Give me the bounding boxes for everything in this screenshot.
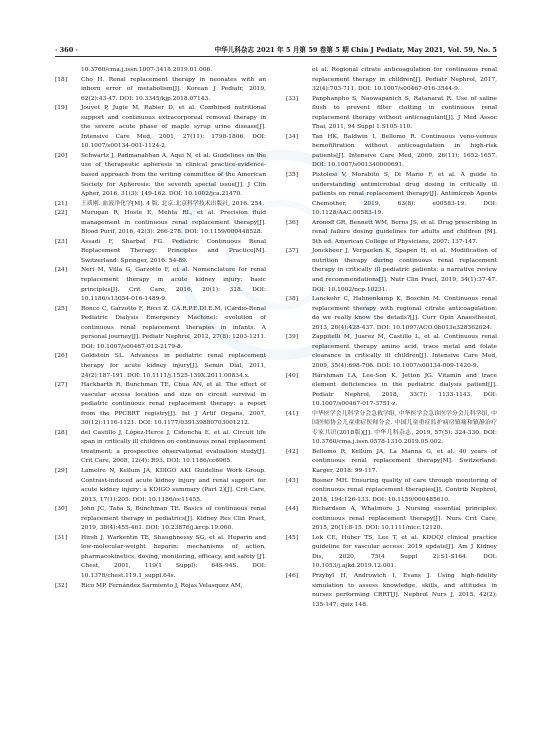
reference-number: [34] <box>286 133 299 140</box>
reference-entry <box>55 505 266 534</box>
reference-number: [28] <box>55 429 68 436</box>
reference-entry <box>55 305 266 353</box>
reference-entry <box>55 152 266 200</box>
reference-text: Assadi F, Sharbaf FG. Pediatric Continuous Renal Replacement Therapy: Principles and Practice[M]. Switzerland: Springer, 2016: 54-89. <box>81 238 266 264</box>
reference-number: [18] <box>55 76 68 83</box>
reference-entry <box>55 534 266 582</box>
reference-entry <box>55 200 266 210</box>
left-column <box>55 66 266 591</box>
reference-number: [36] <box>286 219 299 226</box>
reference-entry <box>55 467 266 505</box>
reference-number: [27] <box>55 382 68 389</box>
reference-entry <box>286 448 497 477</box>
reference-number: [40] <box>286 372 299 379</box>
reference-entry <box>286 505 497 534</box>
reference-entry <box>55 381 266 429</box>
reference-number: [26] <box>55 353 68 360</box>
reference-entry <box>55 582 266 592</box>
reference-text: Pistolesi V, Morabito S, Di Mario F, et al. A guide to understanding antimicrobial drug dosing in critically ill patients on renal replacement therapy[J]. Antimicrob Agents Chemother, 2019, 63(8): e00583-19. DOI: 10.1128/AAC.00583-19. <box>312 172 497 217</box>
reference-text: Rico MP, Fernández Sarmiento J, Rojas Velasquez AM, <box>81 582 243 589</box>
reference-text: Harshman LA, Lee-Son K, Jetton JG. Vitamin and trace element deficiencies in the pediatric dialysis patient[J]. Pediatr Nephrol, 2018, 33(7): 1133-1143. DOI: 10.1007/s00467-017-3751-z. <box>312 372 497 408</box>
reference-number: [41] <box>286 410 299 417</box>
journal-citation: 中华儿科杂志 2021 年 5 月第 59 卷第 5 期 Chin J Pediatr, May 2021, Vol. 59, No. 5 <box>214 46 497 54</box>
reference-text: Jonckheer J, Vergaelen K, Spapen H, et al. Modification of nutrition therapy during continuous renal replacement therapy in critically ill pediatric patients: a narrative review and recommendations[J]. Nutr Clin Pract, 2019, 34(1):37-47. DOI: 10.1002/ncp.10231. <box>312 248 497 293</box>
reference-number: [21] <box>55 200 68 207</box>
reference-text: Neri M, Villa G, Garzotto F, et al. Nomenclature for renal replacement therapy in acute kidney injury: basic principles[J]. Crit Care, 2016, 20(1): 318. DOI: 10.1186/s13054-016-1489-9. <box>81 267 266 303</box>
reference-text: Murugan R, Hoste E, Mehta RL, et al. Precision fluid management in continuous renal replacement therapy[J]. Blood Purif, 2016, 42(3): 266-278. DOI: 10.1159/000448528. <box>81 210 266 236</box>
reference-entry <box>286 133 497 171</box>
reference-entry <box>286 534 497 572</box>
right-column <box>286 66 497 610</box>
right-reference-list <box>286 95 497 611</box>
reference-text: Hackbarth R, Bunchman TE, Chua AN, et al. The effect of vascular access location and size on circuit survival in pediatric continuous renal replacement therapy: a report from the PPCRRT registry[J]. Int J Artif Organs, 2007, 30(12):1116-1121. DOI: 10.1177/039139880703001212. <box>81 382 266 427</box>
reference-text: Richardson A, Whatmore J. Nursing essential principles: continuous renal replacement therapy[J]. Nurs Crit Care, 2015, 20(1):8-15. DOI: 10.1111/nicc.12120. <box>312 506 497 532</box>
reference-number: [43] <box>286 477 299 484</box>
reference-number: [38] <box>286 296 299 303</box>
reference-entry <box>286 295 497 333</box>
reference-number: [45] <box>286 534 299 541</box>
reference-text: 王质刚. 血液净化学[M]. 4 版. 北京:北京科学技术出版社, 2016: 254. <box>81 200 264 207</box>
reference-number: [22] <box>55 210 68 217</box>
reference-number: [32] <box>55 582 68 589</box>
reference-entry <box>55 76 266 105</box>
reference-text: Schwartz J, Padmanabhan A, Aqui N, et al. Guidelines on the use of therapeutic apheresis in clinical practice-evidence-based approach from the writing committee of the American Society for Apheresis: the seventh special issue[J]. J Clin Apher, 2016, 31(3): 149-162. DOI: 10.1002/jca.21470. <box>81 152 266 198</box>
reference-text: Jouvet P, Jugie M, Rabier D, et al. Combined nutritional support and continuous extracorporeal removal therapy in the severe acute phase of maple syrup urine disease[J]. Intensive Care Med, 2001, 27(11): 1798-1806. DOI: 10.1007/s00134-001-1124-2. <box>81 105 266 150</box>
reference-number: [44] <box>286 506 299 513</box>
running-header <box>55 44 497 56</box>
reference-entry <box>55 429 266 467</box>
reference-entry <box>55 238 266 267</box>
reference-text: John JC, Taha S, Bunchman TE. Basics of continuous renal replacement therapy in pediatrics[J]. Kidney Res Clin Pract, 2019, 38(4):455-461. DOI: 10.23876/j.krcp.19.060. <box>81 506 266 532</box>
reference-number: [24] <box>55 267 68 274</box>
reference-number: [42] <box>286 448 299 455</box>
reference-continuation: et al. Regional citrate anticoagulation for continuous renal replacement therapy in children[J]. Pediatr Nephrol, 2017, 32(4):703-711. DOI: 10.1007/s00467-016-3544-9. <box>312 67 497 93</box>
reference-text: Przybyl H, Androwich I, Evans J. Using high-fidelity simulation to assess knowledge, skills, and attitudes in nurses performing CRRT[J]. Nephrol Nurs J, 2015, 42(2): 135-147; quiz 148. <box>312 572 497 608</box>
reference-entry <box>286 171 497 219</box>
reference-number: [23] <box>55 238 68 245</box>
reference-number: [46] <box>286 572 299 579</box>
reference-number: [20] <box>55 152 68 159</box>
reference-text: Lanckohr C, Hahnenkamp K, Boschin M. Continuous renal replacement therapy with regional citrate anticoagulation: do we really know the details?[J]. Curr Opin Anaesthesiol, 2013, 26(4):428-437. DOI: 10.1097/ACO.0b013e328362024. <box>312 296 497 331</box>
reference-text: Hirsh J, Warkentin TE, Shaughnessy SG, et al. Heparin and low-molecular-weight heparin: mechanisms of action, pharmacokinetics, dosing, monitoring, efficacy, and safety [J]. Chest, 2001, 119(1 Suppl): 64S-94S. DOI: 10.1378/chest.119.1_suppl.64s. <box>81 534 266 579</box>
header-rule <box>55 56 497 57</box>
reference-text: Aronoff GR, Bennett WM, Berns JS, et al. Drug prescribing in renal failure dosing guidelines for adults and children [M]. 5th ed. American College of Physicians, 2007: 137-147. <box>312 219 497 245</box>
reference-text: Bellomo R, Kellum JA, La Manna G, et al. 40 years of continuous renal replacement therapy[M]. Switzerland: Karger, 2018: 99-117. <box>312 448 497 474</box>
reference-text: Lok CE, Huber TS, Lee T, et al. KDOQI clinical practice guideline for vascular access: 2019 update[J]. Am J Kidney Dis, 2020, 75(4 Suppl 2):S1-S164. DOI: 10.1053/j.ajkd.2019.12.001. <box>312 534 497 570</box>
reference-number: [19] <box>55 105 68 112</box>
reference-number: [39] <box>286 334 299 341</box>
reference-entry <box>286 572 497 610</box>
reference-entry <box>286 477 497 506</box>
reference-entry <box>286 219 497 248</box>
reference-number: [31] <box>55 534 68 541</box>
reference-text: Cho H. Renal replacement therapy in neonates with an inborn error of metabolism[J]. Korean J Pediatr, 2019, 62(2):43-47. DOI: 10.3345/kjp.2018.07143. <box>81 76 266 102</box>
reference-number: [33] <box>286 95 299 102</box>
reference-text: Panphanpho S, Naowapanich S, Ratanarat R. Use of saline flush to prevent filter clotting in continuous renal replacement therapy without anticoagulant[J]. J Med Assoc Thai, 2011, 94 Suppl 1:S105-110. <box>312 95 497 131</box>
reference-text: Lameire N, Kellum JA, KDIGO AKI Guideline Work Group. Contrast-induced acute kidney injury and renal support for acute kidney injury: a KDIGO summary (Part 2)[J]. Crit Care, 2013, 17(1):205. DOI: 10.1186/cc11455. <box>81 467 266 503</box>
reference-text: Tan HK, Baldwin I, Bellomo R. Continuous veno-venous hemofiltration without anticoagulation in high-risk patients[J]. Intensive Care Med, 2000, 26(11): 1652-1657. DOI: 10.1007/s001340000691. <box>312 133 497 169</box>
reference-number: [29] <box>55 467 68 474</box>
reference-entry <box>286 333 497 371</box>
reference-text: Zappitelli M, Juarez M, Castillo L, et al. Continuous renal replacement therapy amino acid, trace metal and folate clearance in critically ill children[J]. Intensive Care Med, 2009, 35(4):698-706. DOI: 10.1007/s00134-009-1420-9. <box>312 334 497 369</box>
reference-text: 中华医学会儿科学分会急救学组, 中华医学会急诊医学分会儿科学组, 中国医师协会儿童重症医师分会. 中国儿童重症监护病房镇痛和镇静治疗专家共识(2018版)[J]. 中华儿科杂志, 2019, 57(5): 324-330. DOI: 10.3760/cma.j.issn.0578-1310.2019.05.002. <box>312 410 497 446</box>
reference-entry <box>286 410 497 448</box>
reference-entry <box>286 247 497 295</box>
reference-entry <box>286 95 497 133</box>
page-number: · 360 · <box>55 46 78 54</box>
reference-text: Rosner MH. Ensuring quality of care through monitoring of continuous renal replacement therapies[J]. Contrib Nephrol, 2018, 194:126-133. DOI: 10.1159/000485610. <box>312 477 497 503</box>
reference-number: [25] <box>55 305 68 312</box>
reference-entry <box>55 266 266 304</box>
reference-entry <box>286 372 497 410</box>
reference-text: Ronco C, Garzotto F, Ricci Z. CA.R.P.E.DI.E.M. (Cardio-Renal Pediatric Dialysis Emergency Machine): evolution of continuous renal replacement therapies in infants. A personal journey[J]. Pediatr Nephrol, 2012, 27(8): 1203-1211. DOI: 10.1007/s00467-012-2179-8. <box>81 305 266 350</box>
reference-text: Goldstein SL. Advances in pediatric renal replacement therapy for acute kidney injury[J]. Semin Dial, 2011, 24(2):187-191. DOI: 10.1111/j.1525-139X.2011.00834.x. <box>81 353 266 379</box>
reference-continuation: 10.3760/cma.j.issn.1007-3418.2019.01.006. <box>81 67 213 73</box>
reference-entry <box>55 209 266 238</box>
left-reference-list <box>55 76 266 592</box>
reference-number: [35] <box>286 172 299 179</box>
reference-number: [37] <box>286 248 299 255</box>
reference-entry <box>55 104 266 152</box>
reference-entry <box>55 352 266 381</box>
reference-number: [30] <box>55 506 68 513</box>
reference-text: del Castillo J, López-Herce J, Cidoncha E, et al. Circuit life span in critically ill children on continuous renal replacement treatment: a prospective observational evaluation study[J]. Crit Care, 2008, 12(4): R93. DOI: 10.1186/cc6965. <box>81 429 266 465</box>
